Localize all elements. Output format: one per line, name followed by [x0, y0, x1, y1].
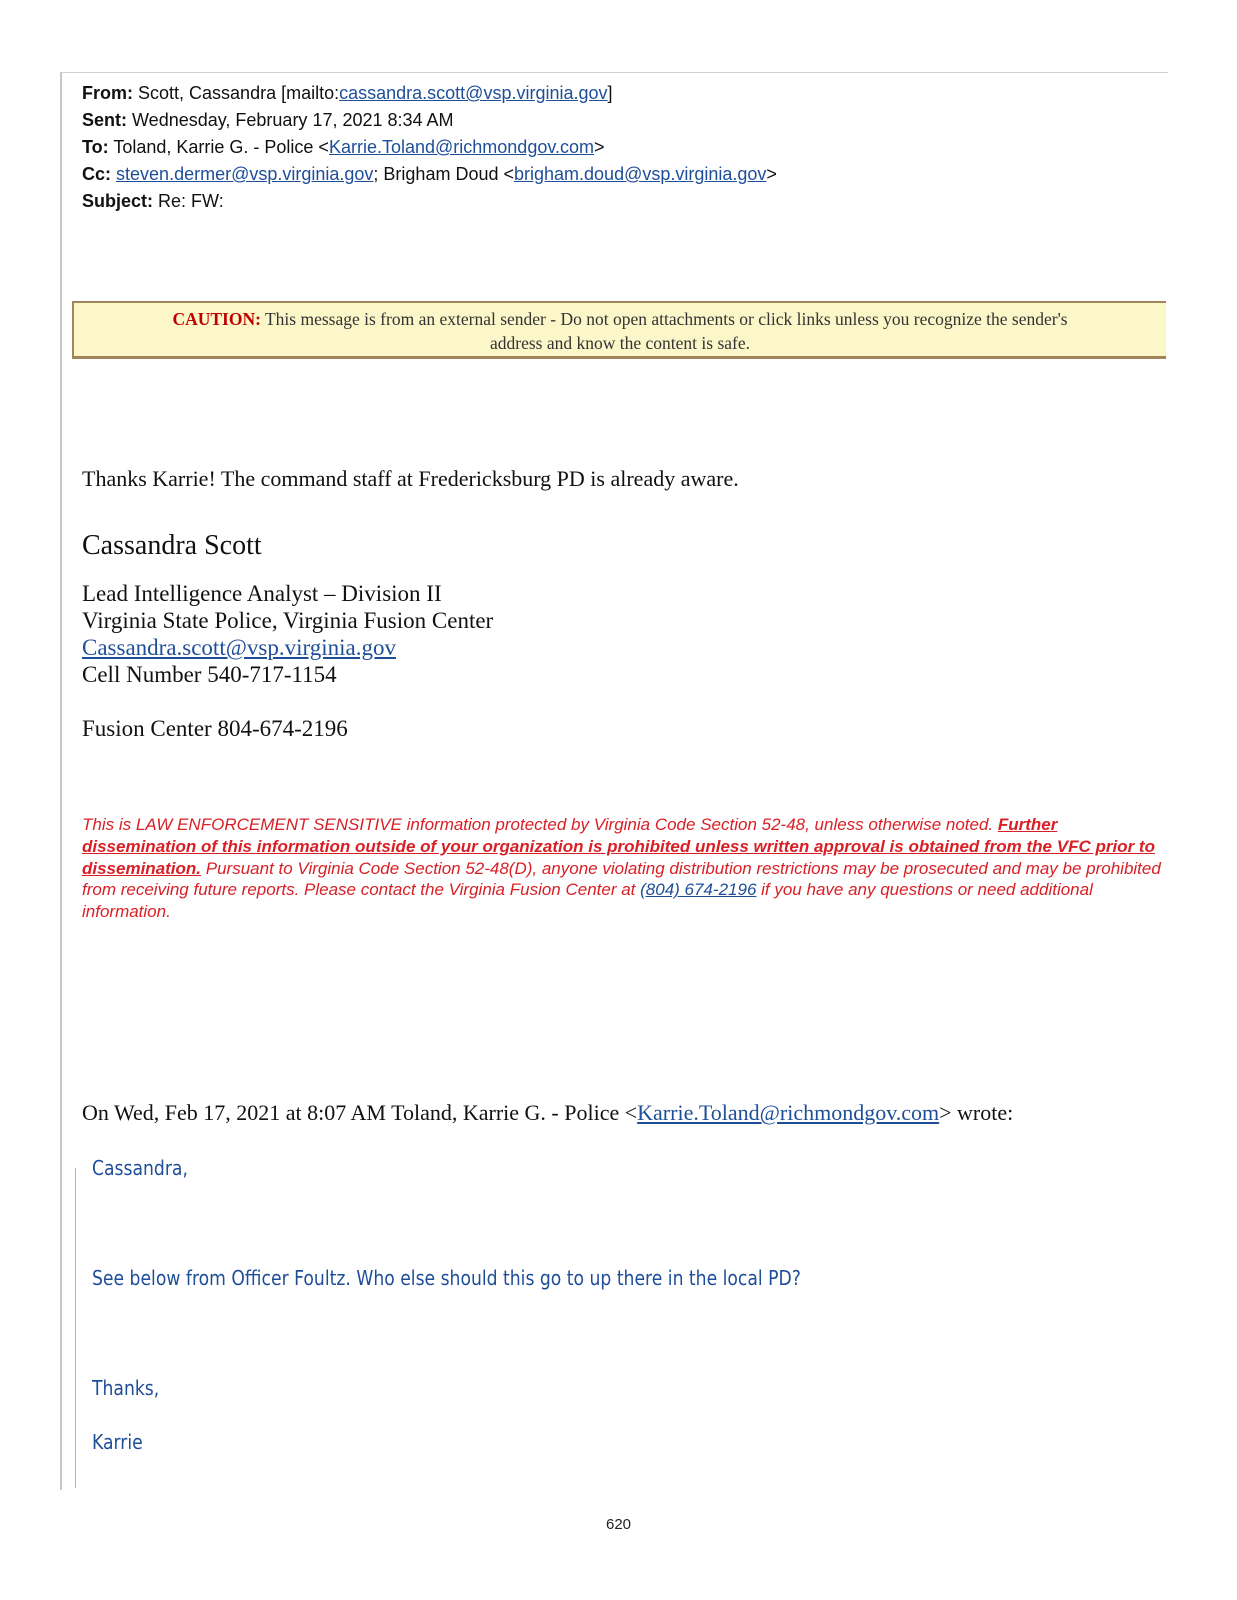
- cc-email-link-1[interactable]: steven.dermer@vsp.virginia.gov: [116, 164, 374, 184]
- quoted-closing: Thanks,: [92, 1376, 160, 1400]
- quoted-message: See below from Officer Foultz. Who else should this go to up there in the local PD?: [92, 1266, 801, 1290]
- page-number: 620: [605, 1516, 632, 1533]
- disclaimer-strong: Further dissemination of this information outside of your organization is prohibited unless written approval is obtained from the VFC prior to dissemination.: [82, 815, 1155, 878]
- subject-label: Subject:: [82, 191, 154, 211]
- sent-line: [82, 107, 454, 134]
- subject-line: [82, 188, 224, 215]
- to-close: >: [594, 137, 605, 157]
- quoted-sender: Karrie: [92, 1430, 143, 1454]
- quoted-intro-post: > wrote:: [939, 1100, 1014, 1125]
- from-close: ]: [607, 83, 613, 103]
- from-line: [82, 80, 613, 107]
- disclaimer-part-1: This is LAW ENFORCEMENT SENSITIVE information protected by Virginia Code Section 52-48, unless otherwise noted.: [82, 815, 998, 834]
- quoted-intro-pre: On Wed, Feb 17, 2021 at 8:07 AM Toland, Karrie G. - Police <: [82, 1100, 638, 1125]
- sent-value: Wednesday, February 17, 2021 8:34 AM: [132, 110, 454, 130]
- quoted-greeting: Cassandra,: [92, 1156, 188, 1180]
- caution-line-1: [74, 307, 1166, 331]
- cc-line: [82, 161, 777, 188]
- quoted-intro: [82, 1100, 1013, 1126]
- subject-value: Re: FW:: [158, 191, 224, 211]
- left-margin-rule: [60, 72, 62, 1490]
- to-email-link[interactable]: Karrie.Toland@richmondgov.com: [328, 137, 595, 157]
- from-email-link[interactable]: cassandra.scott@vsp.virginia.gov: [339, 83, 608, 103]
- disclaimer-part-2: Pursuant to Virginia Code Section 52-48(D), anyone violating distribution restrictions may be prosecuted and may be prohibited from receiving future reports. Please contact the Virginia Fusion Center at: [82, 858, 1161, 900]
- from-name: Scott, Cassandra [mailto:: [138, 83, 340, 103]
- cc-label: Cc:: [82, 164, 112, 184]
- caution-label: CAUTION:: [172, 309, 261, 329]
- to-name: Toland, Karrie G. - Police <: [113, 137, 329, 157]
- signature-title: Lead Intelligence Analyst – Division II: [82, 581, 442, 606]
- signature-cell: Cell Number 540-717-1154: [82, 662, 337, 687]
- to-line: [82, 134, 605, 161]
- disclaimer-phone-link[interactable]: (804) 674-2196: [640, 880, 757, 900]
- header-top-rule: [60, 72, 1168, 73]
- caution-text-2: address and know the content is safe.: [490, 333, 750, 353]
- cc-close: >: [766, 164, 777, 184]
- to-label: To:: [82, 137, 109, 157]
- caution-banner: [72, 301, 1166, 359]
- from-label: From:: [82, 83, 133, 103]
- disclaimer: [82, 814, 1162, 923]
- cc-email-link-2[interactable]: brigham.doud@vsp.virginia.gov: [514, 164, 767, 184]
- caution-text-1: This message is from an external sender - Do not open attachments or click links unless you recognize the sender's: [264, 309, 1068, 329]
- quoted-intro-email-link[interactable]: Karrie.Toland@richmondgov.com: [637, 1100, 940, 1125]
- quote-rule: [75, 1168, 76, 1488]
- reply-body-text: Thanks Karrie! The command staff at Fredericksburg PD is already aware.: [82, 466, 739, 491]
- signature-org: Virginia State Police, Virginia Fusion Center: [82, 608, 494, 633]
- signature-name: Cassandra Scott: [82, 530, 262, 561]
- cc-separator: ; Brigham Doud <: [373, 164, 514, 184]
- sent-label: Sent:: [82, 110, 127, 130]
- disclaimer-part-3: if you have any questions or need additional information.: [82, 880, 1093, 922]
- signature-email-link[interactable]: Cassandra.scott@vsp.virginia.gov: [82, 635, 396, 660]
- signature-email-line: [82, 634, 396, 661]
- signature-fusion-center: Fusion Center 804-674-2196: [82, 716, 348, 741]
